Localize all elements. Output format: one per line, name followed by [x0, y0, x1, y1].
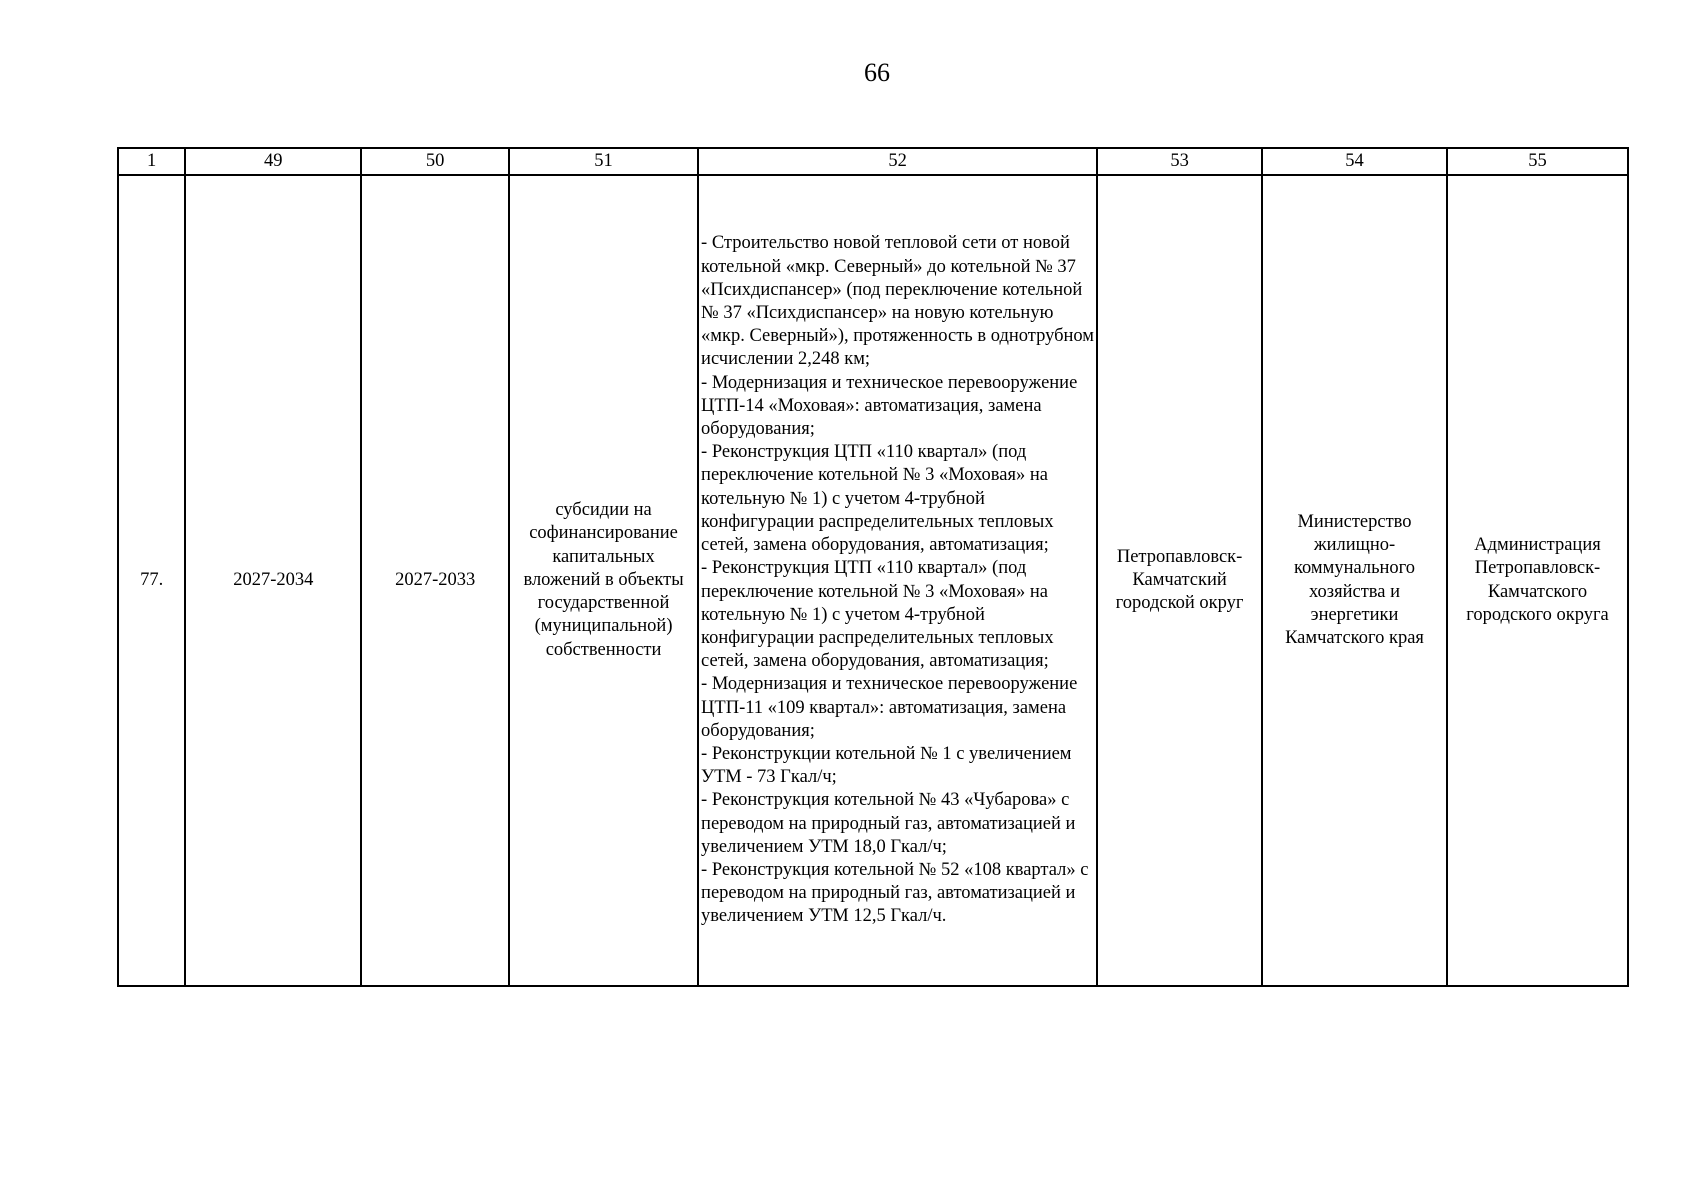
- data-table: [117, 147, 1629, 987]
- header-cell-53: 53: [1097, 148, 1262, 175]
- header-cell-51: 51: [509, 148, 698, 175]
- period-cell-49: 2027-2034: [185, 175, 361, 986]
- measures-description-cell: - Строительство новой тепловой сети от новой котельной «мкр. Северный» до котельной № 37 «Психдиспансер» (под переключение котельной № 37 «Психдиспансер» на новую котельную «мкр. Северный»), протяженность в однотрубном исчислении 2,248 км; - Модернизация и техническое перевооружение ЦТП-14 «Моховая»: автоматизация, замена оборудования; - Реконструкция ЦТП «110 квартал» (под переключение котельной № 3 «Моховая» на котельную № 1) с учетом 4-трубной конфигурации распределительных тепловых сетей, замена оборудования, автоматизация; - Реконструкция ЦТП «110 квартал» (под переключение котельной № 3 «Моховая» на котельную № 1) с учетом 4-трубной конфигурации распределительных тепловых сетей, замена оборудования, автоматизация; - Модернизация и техническое перевооружение ЦТП-11 «109 квартал»: автоматизация, замена оборудования; - Реконструкции котельной № 1 с увеличением УТМ - 73 Гкал/ч; - Реконструкция котельной № 43 «Чубарова» с переводом на природный газ, автоматизацией и увеличением УТМ 18,0 Гкал/ч; - Реконструкция котельной № 52 «108 квартал» с переводом на природный газ, автоматизацией и увеличением УТМ 12,5 Гкал/ч.: [698, 175, 1097, 986]
- page-number: 66: [864, 58, 890, 87]
- header-cell-52: 52: [698, 148, 1097, 175]
- header-cell-55: 55: [1447, 148, 1628, 175]
- municipality-cell: Петропавловск-Камчатский городской округ: [1097, 175, 1262, 986]
- row-number-cell: 77.: [118, 175, 185, 986]
- header-cell-49: 49: [185, 148, 361, 175]
- header-row: [118, 148, 1628, 175]
- funding-type-cell: субсидии на софинансирование капитальных вложений в объекты государственной (муниципальной) собственности: [509, 175, 698, 986]
- administration-cell: Администрация Петропавловск-Камчатского городского округа: [1447, 175, 1628, 986]
- table-header: [118, 148, 1628, 175]
- header-cell-1: 1: [118, 148, 185, 175]
- ministry-cell: Министерство жилищно-коммунального хозяйства и энергетики Камчатского края: [1262, 175, 1447, 986]
- header-cell-50: 50: [361, 148, 509, 175]
- table-row: [118, 175, 1628, 986]
- header-cell-54: 54: [1262, 148, 1447, 175]
- period-cell-50: 2027-2033: [361, 175, 509, 986]
